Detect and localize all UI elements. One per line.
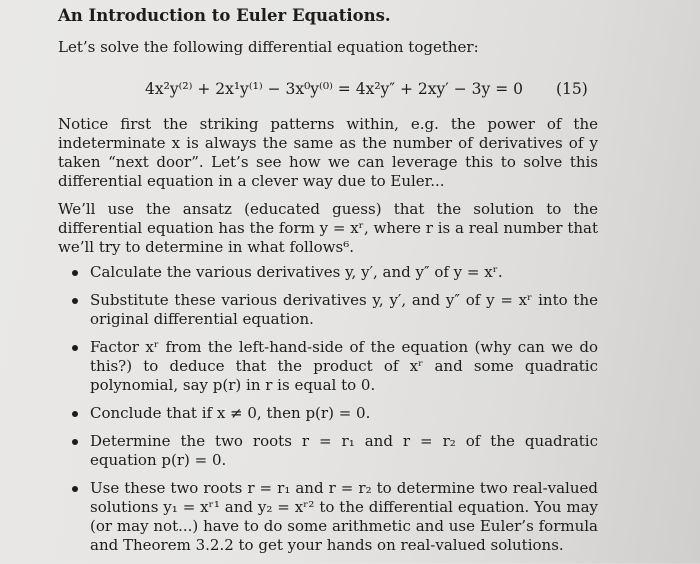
intro-sentence: Let’s solve the following differential equation together: bbox=[58, 38, 479, 56]
list-item: Factor xʳ from the left-hand-side of the equation (why can we do this?) to deduce that the product of xʳ and some quadratic polynomial, say p(r) in r is equal to 0. bbox=[68, 338, 598, 395]
list-item: Conclude that if x ≠ 0, then p(r) = 0. bbox=[68, 404, 598, 423]
list-item: Calculate the various derivatives y, y′, and y″ of y = xʳ. bbox=[68, 263, 598, 282]
bullet-icon bbox=[72, 298, 78, 304]
bullet-icon bbox=[72, 439, 78, 445]
list-item: Substitute these various derivatives y, y′, and y″ of y = xʳ into the original differential equation. bbox=[68, 291, 598, 329]
ansatz-paragraph: We’ll use the ansatz (educated guess) that the solution to the differential equation has the form y = xʳ, where r is a real number that we’ll try to determine in what follows⁶. bbox=[58, 200, 598, 256]
bullet-icon bbox=[72, 270, 78, 276]
bullet-icon bbox=[72, 345, 78, 351]
equation-number: (15) bbox=[556, 80, 588, 98]
bullet-icon bbox=[72, 411, 78, 417]
section-title: An Introduction to Euler Equations. bbox=[58, 6, 391, 25]
task-list bbox=[68, 263, 598, 564]
list-item: Determine the two roots r = r₁ and r = r₂ of the quadratic equation p(r) = 0. bbox=[68, 432, 598, 470]
list-item: Use these two roots r = r₁ and r = r₂ to determine two real-valued solutions y₁ = xʳ¹ and y₂ = xʳ² to the differential equation. You may (or may not...) have to do some arithmetic and use Euler’s formula and Theorem 3.2.2 to get your hands on real-valued solutions. bbox=[68, 479, 598, 555]
differential-equation: 4x²y⁽²⁾ + 2x¹y⁽¹⁾ − 3x⁰y⁽⁰⁾ = 4x²y″ + 2xy′ − 3y = 0 bbox=[145, 80, 523, 98]
notice-paragraph: Notice first the striking patterns within, e.g. the power of the indeterminate x is always the same as the number of derivatives of y taken “next door”. Let’s see how we can leverage this to solve this differential equation in a clever way due to Euler... bbox=[58, 115, 598, 190]
bullet-icon bbox=[72, 486, 78, 492]
